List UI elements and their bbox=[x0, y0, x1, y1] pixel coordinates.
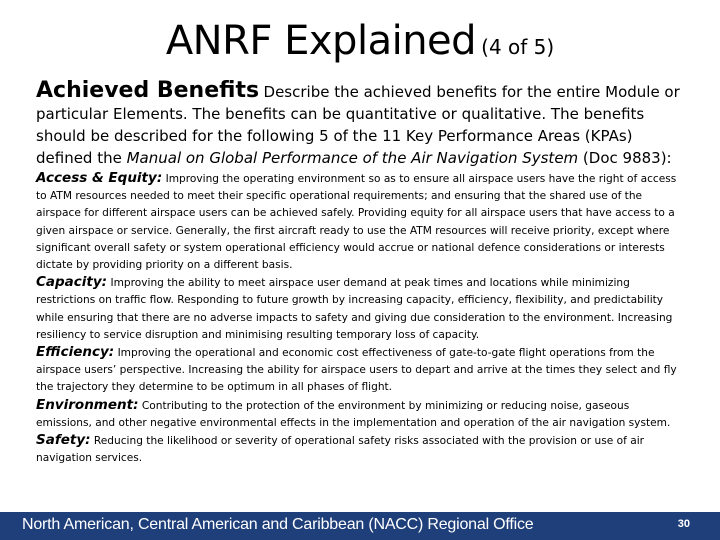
kpa-name: Efficiency: bbox=[36, 344, 115, 361]
page-number: 30 bbox=[677, 518, 690, 530]
kpa-description: Reducing the likelihood or severity of operational safety risks associated with the provision or use of air navigation services. bbox=[36, 435, 645, 465]
kpa-name: Access & Equity: bbox=[36, 170, 163, 186]
footer-office-name: North American, Central American and Caribbean (NACC) Regional Office bbox=[22, 516, 534, 533]
footer-bar bbox=[0, 512, 720, 540]
intro-lead: Achieved Benefits bbox=[36, 78, 260, 103]
intro-paragraph bbox=[36, 80, 686, 170]
kpa-access-equity bbox=[36, 170, 686, 274]
kpa-description: Improving the ability to meet airspace user demand at peak times and locations while minimizing restrictions on traffic flow. Responding to future growth by increasing capacity, efficiency, flexibility, and predictability while ensuring that there are no adverse impacts to safety and giving due consideration to the environment. Increasing resiliency to service disruption and minimising resulting temporary loss of capacity. bbox=[36, 277, 673, 341]
intro-text-2: (Doc 9883): bbox=[578, 149, 672, 167]
kpa-description: Contributing to the protection of the environment by minimizing or reducing noise, gaseous emissions, and other negative environmental effects in the implementation and operation of the air navigation system. bbox=[36, 399, 671, 429]
title-main: ANRF Explained bbox=[165, 18, 477, 64]
intro-text-1: Describe the achieved benefits for the entire Module or particular Elements. The benefits can be quantitative or qualitative. The benefits should be described for the following 5 of the 11 Key Performance Areas (KPAs) defined the bbox=[36, 83, 680, 167]
kpa-description: Improving the operational and economic cost effectiveness of gate-to-gate flight operations from the airspace users’ perspective. Increasing the ability for airspace users to depart and arrive at the times they select and fly the trajectory they determine to be optimum in all phases of flight. bbox=[36, 347, 677, 394]
kpa-capacity bbox=[36, 274, 686, 344]
kpa-name: Environment: bbox=[36, 396, 139, 413]
slide-title bbox=[0, 18, 720, 64]
intro-manual-title: Manual on Global Performance of the Air Navigation System bbox=[126, 149, 579, 167]
kpa-name: Capacity: bbox=[36, 274, 108, 291]
slide-content bbox=[36, 80, 686, 467]
kpa-efficiency bbox=[36, 344, 686, 397]
kpa-name: Safety: bbox=[36, 432, 91, 449]
kpa-description: Improving the operating environment so as to ensure all airspace users have the right of access to ATM resources needed to meet their specific operational requirements; and ensuring that the shared use of the airspace for different airspace users can be achieved safely. Providing equity for all airspace users that have access to a given airspace or service. Generally, the first aircraft ready to use the ATM resources will receive priority, except where significant overall safety or system operational efficiency would accrue or national defence considerations or interests dictate by providing priority on a different basis. bbox=[36, 173, 677, 272]
kpa-safety bbox=[36, 432, 686, 467]
title-part-indicator: (4 of 5) bbox=[481, 35, 555, 59]
kpa-environment bbox=[36, 397, 686, 432]
